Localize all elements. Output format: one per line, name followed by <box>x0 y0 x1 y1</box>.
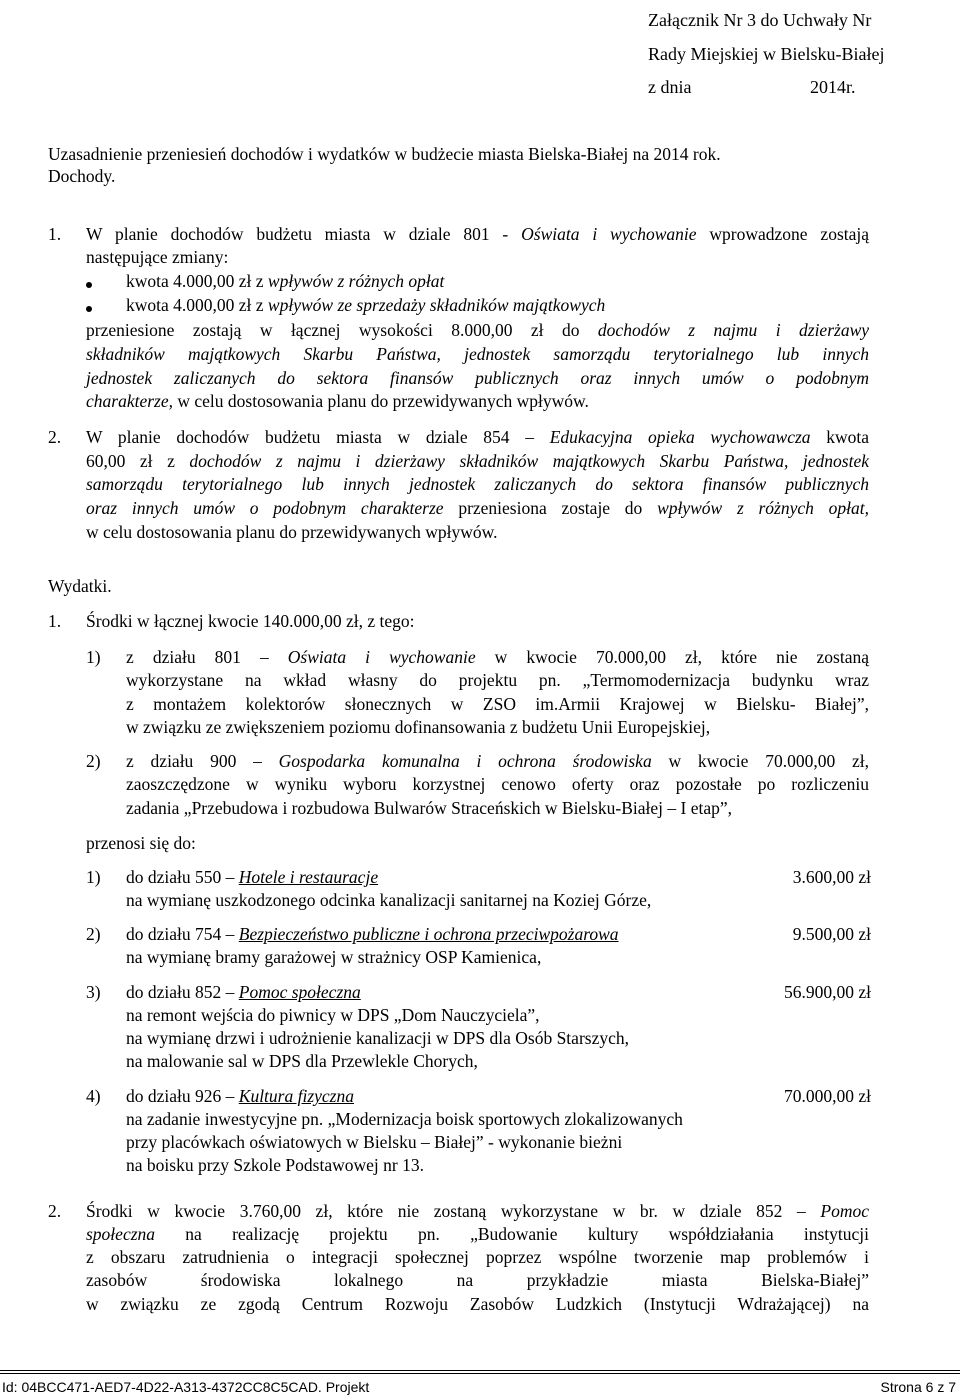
transfer-label: przenosi się do: <box>86 833 196 853</box>
income-bullet-1: kwota 4.000,00 zł z wpływów z różnych opłat <box>126 271 445 291</box>
income-item-2-line-2: 60,00 zł z dochodów z najmu i dzierżawy składników majątkowych Skarbu Państwa, jednostek <box>86 451 870 471</box>
expense-item-2-line-5: w związku ze zgodą Centrum Rozwoju Zasobów Ludzkich (Instytucji Wdrażającej) na <box>86 1294 869 1314</box>
target-3-heading: do działu 852 – Pomoc społeczna <box>126 982 361 1002</box>
expense-sub-2-line-1: z działu 900 – Gospodarka komunalna i ochrona środowiska w kwocie 70.000,00 zł, <box>126 751 870 771</box>
income-bullet-2: kwota 4.000,00 zł z wpływów ze sprzedaży składników majątkowych <box>126 295 606 315</box>
expense-item-2-line-1: Środki w kwocie 3.760,00 zł, które nie zostaną wykorzystane w br. w dziale 852 – Pomoc <box>86 1201 870 1221</box>
footer-divider <box>0 1373 960 1374</box>
expense-sub-1-line-1: z działu 801 – Oświata i wychowanie w kwocie 70.000,00 zł, które nie zostaną <box>126 647 870 667</box>
target-4-amount: 70.000,00 zł <box>783 1086 871 1106</box>
target-3-desc-1: na remont wejścia do piwnicy w DPS „Dom Nauczyciela”, <box>126 1005 540 1025</box>
income-item-1-number: 1. <box>48 224 62 244</box>
income-item-2-line-3: samorządu terytorialnego lub innych jednostek zaliczanych do sektora finansów publicznych <box>86 474 869 494</box>
target-4-number: 4) <box>86 1086 101 1106</box>
target-2-desc-1: na wymianę bramy garażowej w strażnicy OSP Kamienica, <box>126 947 542 967</box>
header-date <box>648 71 884 105</box>
expense-item-2-line-3: z obszaru zatrudnienia o integracji społecznej poprzez wspólne tworzenie map problemów i <box>86 1247 869 1267</box>
expense-sub-1-number: 1) <box>86 647 101 667</box>
footer-divider <box>0 1370 960 1371</box>
footer-page-number: Strona 6 z 7 <box>880 1379 956 1395</box>
bullet-icon <box>86 306 92 312</box>
income-item-2-number: 2. <box>48 427 62 447</box>
income-heading: Dochody. <box>48 166 116 186</box>
expense-sub-2-line-2: zaoszczędzone w wyniku wyboru korzystnej cenowo oferty oraz pozostałe po rozliczeniu <box>126 774 869 794</box>
footer-document-id: Id: 04BCC471-AED7-4D22-A313-4372CC8C5CAD. Projekt <box>2 1379 370 1395</box>
expense-sub-1-line-3: z montażem kolektorów słonecznych w ZSO im.Armii Krajowej w Bielsku- Białej”, <box>126 694 869 714</box>
income-item-1-line-2: następujące zmiany: <box>86 247 229 267</box>
target-2-heading: do działu 754 – Bezpieczeństwo publiczne i ochrona przeciwpożarowa <box>126 924 619 944</box>
target-4-heading: do działu 926 – Kultura fizyczna <box>126 1086 354 1106</box>
header-line-1: Załącznik Nr 3 do Uchwały Nr <box>648 10 872 30</box>
attachment-header <box>648 4 884 105</box>
expenses-heading: Wydatki. <box>48 576 112 596</box>
date-year: 2014r. <box>810 77 856 97</box>
bullet-icon <box>86 282 92 288</box>
expense-sub-1-line-4: w związku ze zwiększeniem poziomu dofinansowania z budżetu Unii Europejskiej, <box>126 717 711 737</box>
income-item-1-line-1: W planie dochodów budżetu miasta w dziale 801 - Oświata i wychowanie wprowadzone zostają <box>86 224 870 244</box>
expense-sub-2-number: 2) <box>86 751 101 771</box>
target-3-desc-3: na malowanie sal w DPS dla Przewlekle Chorych, <box>126 1051 478 1071</box>
income-moved-line-2: składników majątkowych Skarbu Państwa, jednostek samorządu terytorialnego lub innych <box>86 344 869 364</box>
target-3-amount: 56.900,00 zł <box>783 982 871 1002</box>
target-4-desc-2: przy placówkach oświatowych w Bielsku – Białej” - wykonanie bieżni <box>126 1132 623 1152</box>
document-title: Uzasadnienie przeniesień dochodów i wydatków w budżecie miasta Bielska-Białej na 2014 rok. <box>48 144 721 164</box>
income-item-2-line-1: W planie dochodów budżetu miasta w dziale 854 – Edukacyjna opieka wychowawcza kwota <box>86 427 870 447</box>
target-1-heading: do działu 550 – Hotele i restauracje <box>126 867 379 887</box>
header-line-2: Rady Miejskiej w Bielsku-Białej <box>648 43 885 64</box>
date-prefix: z dnia <box>648 77 692 97</box>
target-2-amount: 9.500,00 zł <box>792 924 871 944</box>
target-1-desc-1: na wymianę uszkodzonego odcinka kanalizacji sanitarnej na Koziej Górze, <box>126 890 652 910</box>
target-3-desc-2: na wymianę drzwi i udrożnienie kanalizacji w DPS dla Osób Starszych, <box>126 1028 629 1048</box>
target-3-number: 3) <box>86 982 101 1002</box>
target-4-desc-3: na boisku przy Szkole Podstawowej nr 13. <box>126 1155 424 1175</box>
target-4-desc-1: na zadanie inwestycyjne pn. „Modernizacja boisk sportowych zlokalizowanych <box>126 1109 683 1129</box>
expense-item-2-line-4: zasobów środowiska lokalnego na przykładzie miasta Bielska-Białej” <box>86 1270 869 1290</box>
expense-item-2-line-2: społeczna na realizację projektu pn. „Budowanie kultury współdziałania instytucji <box>86 1224 870 1244</box>
income-moved-line-1: przeniesione zostają w łącznej wysokości 8.000,00 zł do dochodów z najmu i dzierżawy <box>86 320 870 340</box>
expense-sub-2-line-3: zadania „Przebudowa i rozbudowa Bulwarów Straceńskich w Bielsku-Białej – I etap”, <box>126 798 732 818</box>
target-2-number: 2) <box>86 924 101 944</box>
expense-item-1-number: 1. <box>48 611 62 631</box>
income-moved-line-4: charakterze, w celu dostosowania planu do przewidywanych wpływów. <box>86 391 589 411</box>
expense-sub-1-line-2: wykorzystane na wkład własny do projektu pn. „Termomodernizacja budynku wraz <box>126 670 869 690</box>
target-1-number: 1) <box>86 867 101 887</box>
income-item-2-line-4: oraz innych umów o podobnym charakterze przeniesiona zostaje do wpływów z różnych opłat, <box>86 498 869 518</box>
expense-item-1-text: Środki w łącznej kwocie 140.000,00 zł, z tego: <box>86 611 415 631</box>
income-moved-line-3: jednostek zaliczanych do sektora finansów publicznych oraz innych umów o podobnym <box>86 368 869 388</box>
expense-item-2-number: 2. <box>48 1201 62 1221</box>
income-item-2-line-5: w celu dostosowania planu do przewidywanych wpływów. <box>86 522 498 542</box>
target-1-amount: 3.600,00 zł <box>792 867 871 887</box>
